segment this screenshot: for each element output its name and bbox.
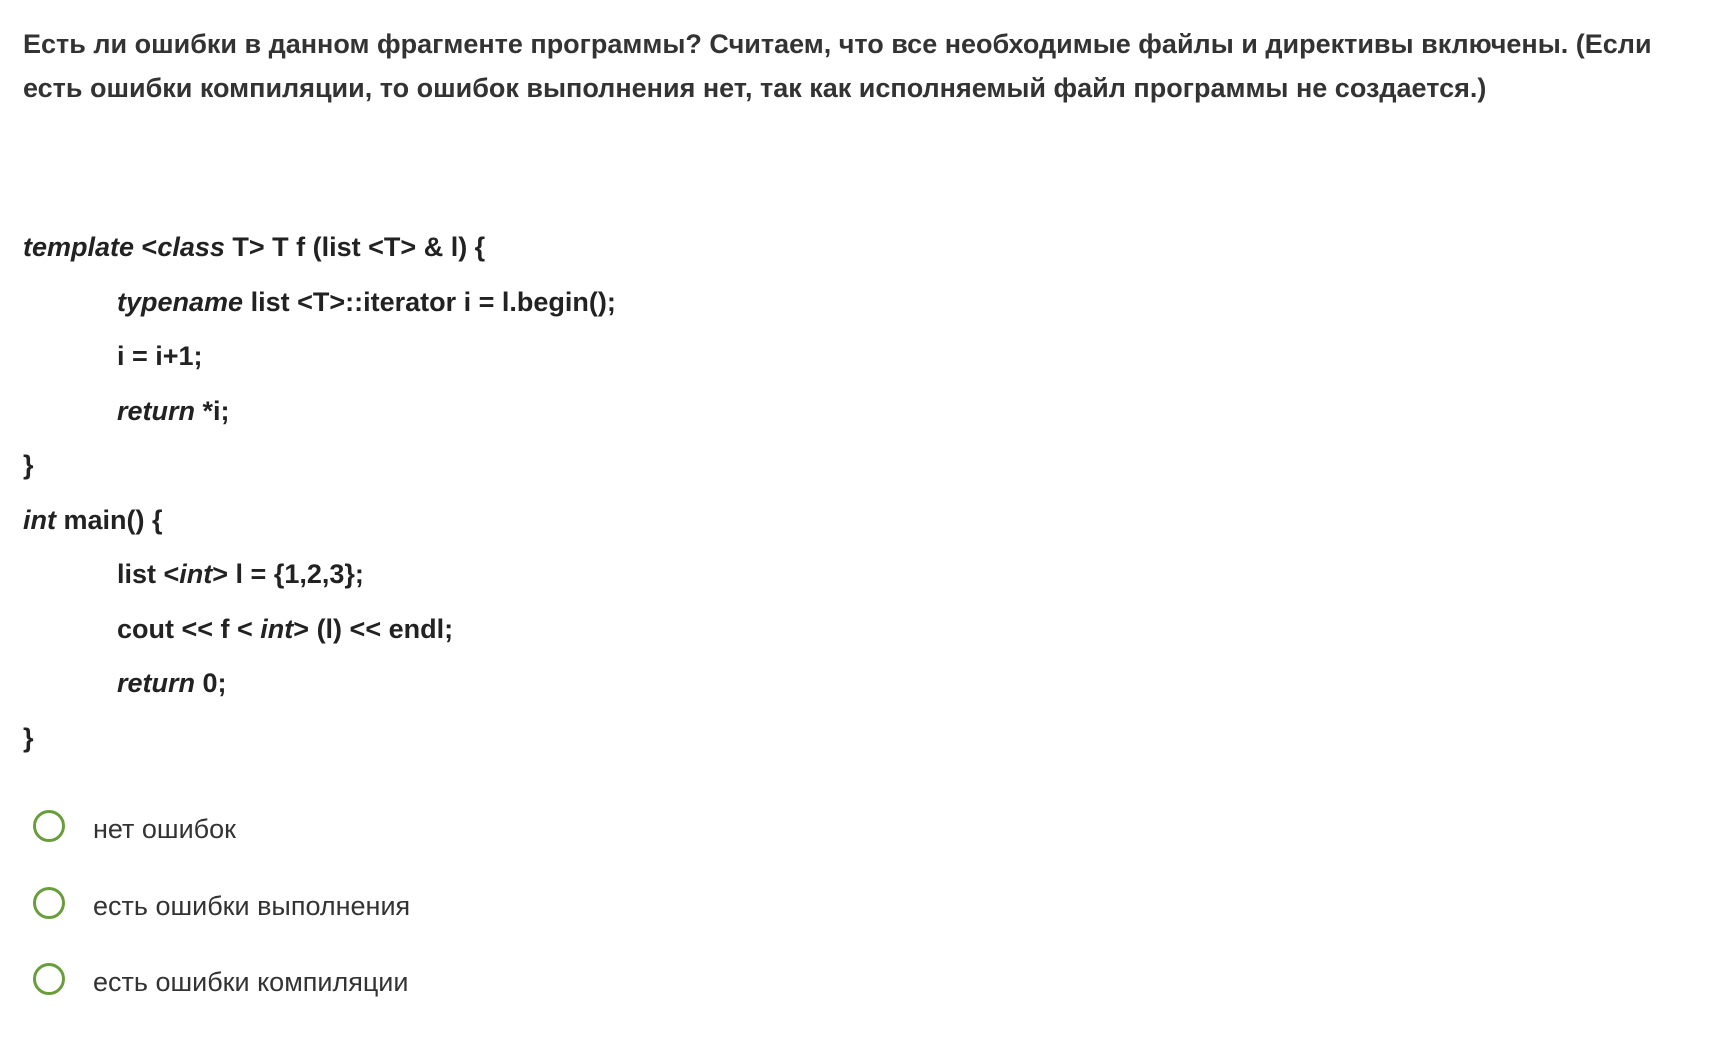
code-keyword: template: [23, 232, 135, 262]
option-label[interactable]: нет ошибок: [93, 814, 236, 844]
code-line: [23, 440, 616, 495]
answer-options: [33, 810, 410, 1040]
code-line: [23, 495, 616, 550]
code-line: [23, 331, 616, 386]
code-text: list <: [117, 559, 180, 589]
code-line: [23, 386, 616, 441]
code-text: }: [23, 450, 34, 480]
code-keyword: class: [157, 232, 225, 262]
code-text: list <T>::iterator i = l.begin();: [243, 286, 616, 317]
code-keyword: int: [23, 504, 56, 535]
radio-button[interactable]: [33, 963, 65, 995]
option-runtime-errors[interactable]: [33, 887, 410, 964]
code-line: [23, 549, 616, 604]
code-keyword: typename: [117, 286, 244, 317]
code-snippet: [23, 222, 616, 767]
code-text: 0;: [195, 668, 227, 698]
code-keyword: return: [117, 395, 196, 426]
code-line: [23, 713, 616, 768]
code-text: cout << f <: [117, 613, 261, 644]
code-text: }: [23, 722, 34, 753]
code-line: [23, 604, 616, 659]
question-text: Есть ли ошибки в данном фрагменте программы? Считаем, что все необходимые файлы и директивы включены. (Если есть ошибки компиляции, то ошибок выполнения нет, так как исполняемый файл программы не создается.): [23, 29, 1652, 103]
radio-button[interactable]: [33, 887, 65, 919]
code-text: i = i+1;: [117, 341, 203, 371]
radio-button[interactable]: [33, 810, 65, 842]
code-text: <: [134, 232, 158, 262]
option-label[interactable]: есть ошибки компиляции: [93, 967, 409, 997]
code-keyword: int: [179, 559, 213, 589]
code-text: T> T f (list <T> & l) {: [224, 232, 486, 262]
code-text: > (l) << endl;: [293, 613, 454, 644]
code-text: *i;: [195, 395, 230, 426]
option-label[interactable]: есть ошибки выполнения: [93, 890, 411, 921]
code-text: > l = {1,2,3};: [212, 559, 364, 589]
option-no-errors[interactable]: [33, 810, 410, 887]
code-text: main() {: [56, 504, 163, 535]
code-line: [23, 658, 616, 713]
code-line: [23, 222, 616, 277]
code-keyword: return: [117, 668, 196, 698]
option-compile-errors[interactable]: [33, 963, 410, 1040]
code-line: [23, 277, 616, 332]
code-keyword: int: [260, 613, 294, 644]
